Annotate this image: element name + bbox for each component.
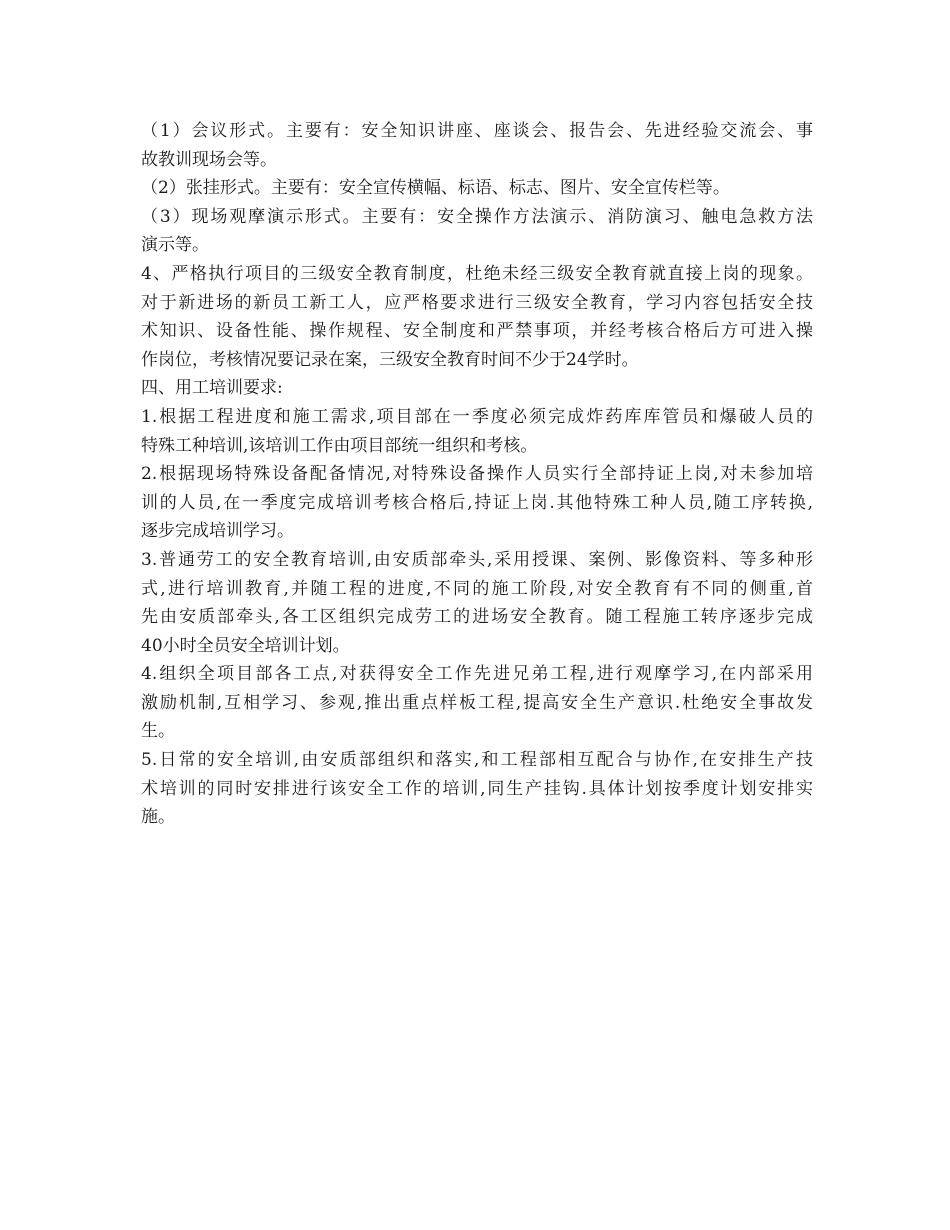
text-line: 5.日常的安全培训,由安质部组织和落实,和工程部相互配合与协作,在安排生产技 (141, 750, 813, 771)
text-line: 术培训的同时安排进行该安全工作的培训,同生产挂钩.具体计划按季度计划安排实 (141, 778, 813, 799)
paragraph (141, 546, 813, 660)
text-line: 激励机制,互相学习、参观,推出重点样板工程,提高安全生产意识.杜绝安全事故发 (141, 692, 813, 713)
text-line: （3）现场观摩演示形式。主要有：安全操作方法演示、消防演习、触电急救方法 (141, 206, 813, 227)
paragraph (141, 117, 813, 174)
paragraph (141, 460, 813, 546)
text-line: 施。 (141, 807, 175, 828)
text-line: 生。 (141, 721, 175, 742)
paragraph (141, 260, 813, 374)
text-line: （1）会议形式。主要有：安全知识讲座、座谈会、报告会、先进经验交流会、事 (141, 121, 813, 141)
text-line: 演示等。 (141, 235, 209, 256)
text-line: 4.组织全项目部各工点,对获得安全工作先进兄弟工程,进行观摩学习,在内部采用 (141, 664, 813, 685)
text-line: 40小时全员安全培训计划。 (141, 635, 350, 656)
document-body (141, 117, 813, 832)
text-line: 1.根据工程进度和施工需求,项目部在一季度必须完成炸药库库管员和爆破人员的 (141, 406, 813, 427)
text-line: 四、用工培训要求: (141, 378, 283, 399)
text-line: （2）张挂形式。主要有：安全宣传横幅、标语、标志、图片、安全宣传栏等。 (141, 178, 730, 199)
text-line: 特殊工种培训,该培训工作由项目部统一组织和考核。 (141, 435, 538, 456)
text-line: 对于新进场的新员工新工人，应严格要求进行三级安全教育，学习内容包括安全技 (141, 292, 813, 313)
paragraph (141, 403, 813, 460)
text-line: 3.普通劳工的安全教育培训,由安质部牵头,采用授课、案例、影像资料、等多种形 (141, 549, 813, 570)
paragraph (141, 660, 813, 746)
text-line: 2.根据现场特殊设备配备情况,对特殊设备操作人员实行全部持证上岗,对未参加培 (141, 464, 813, 485)
text-line: 逐步完成培训学习。 (141, 521, 294, 542)
paragraph (141, 203, 813, 260)
text-line: 训的人员,在一季度完成培训考核合格后,持证上岗.其他特殊工种人员,随工序转换, (141, 492, 813, 513)
text-line: 故教训现场会等。 (141, 149, 277, 170)
paragraph (141, 746, 813, 832)
text-line: 作岗位，考核情况要记录在案，三级安全教育时间不少于24学时。 (141, 349, 639, 370)
paragraph (141, 174, 813, 203)
paragraph (141, 374, 813, 403)
text-line: 式,进行培训教育,并随工程的进度,不同的施工阶段,对安全教育有不同的侧重,首 (141, 578, 813, 599)
text-line: 术知识、设备性能、操作规程、安全制度和严禁事项，并经考核合格后方可进入操 (141, 321, 813, 342)
text-line: 4、严格执行项目的三级安全教育制度，杜绝未经三级安全教育就直接上岗的现象。 (141, 263, 813, 284)
text-line: 先由安质部牵头,各工区组织完成劳工的进场安全教育。随工程施工转序逐步完成 (141, 607, 813, 628)
